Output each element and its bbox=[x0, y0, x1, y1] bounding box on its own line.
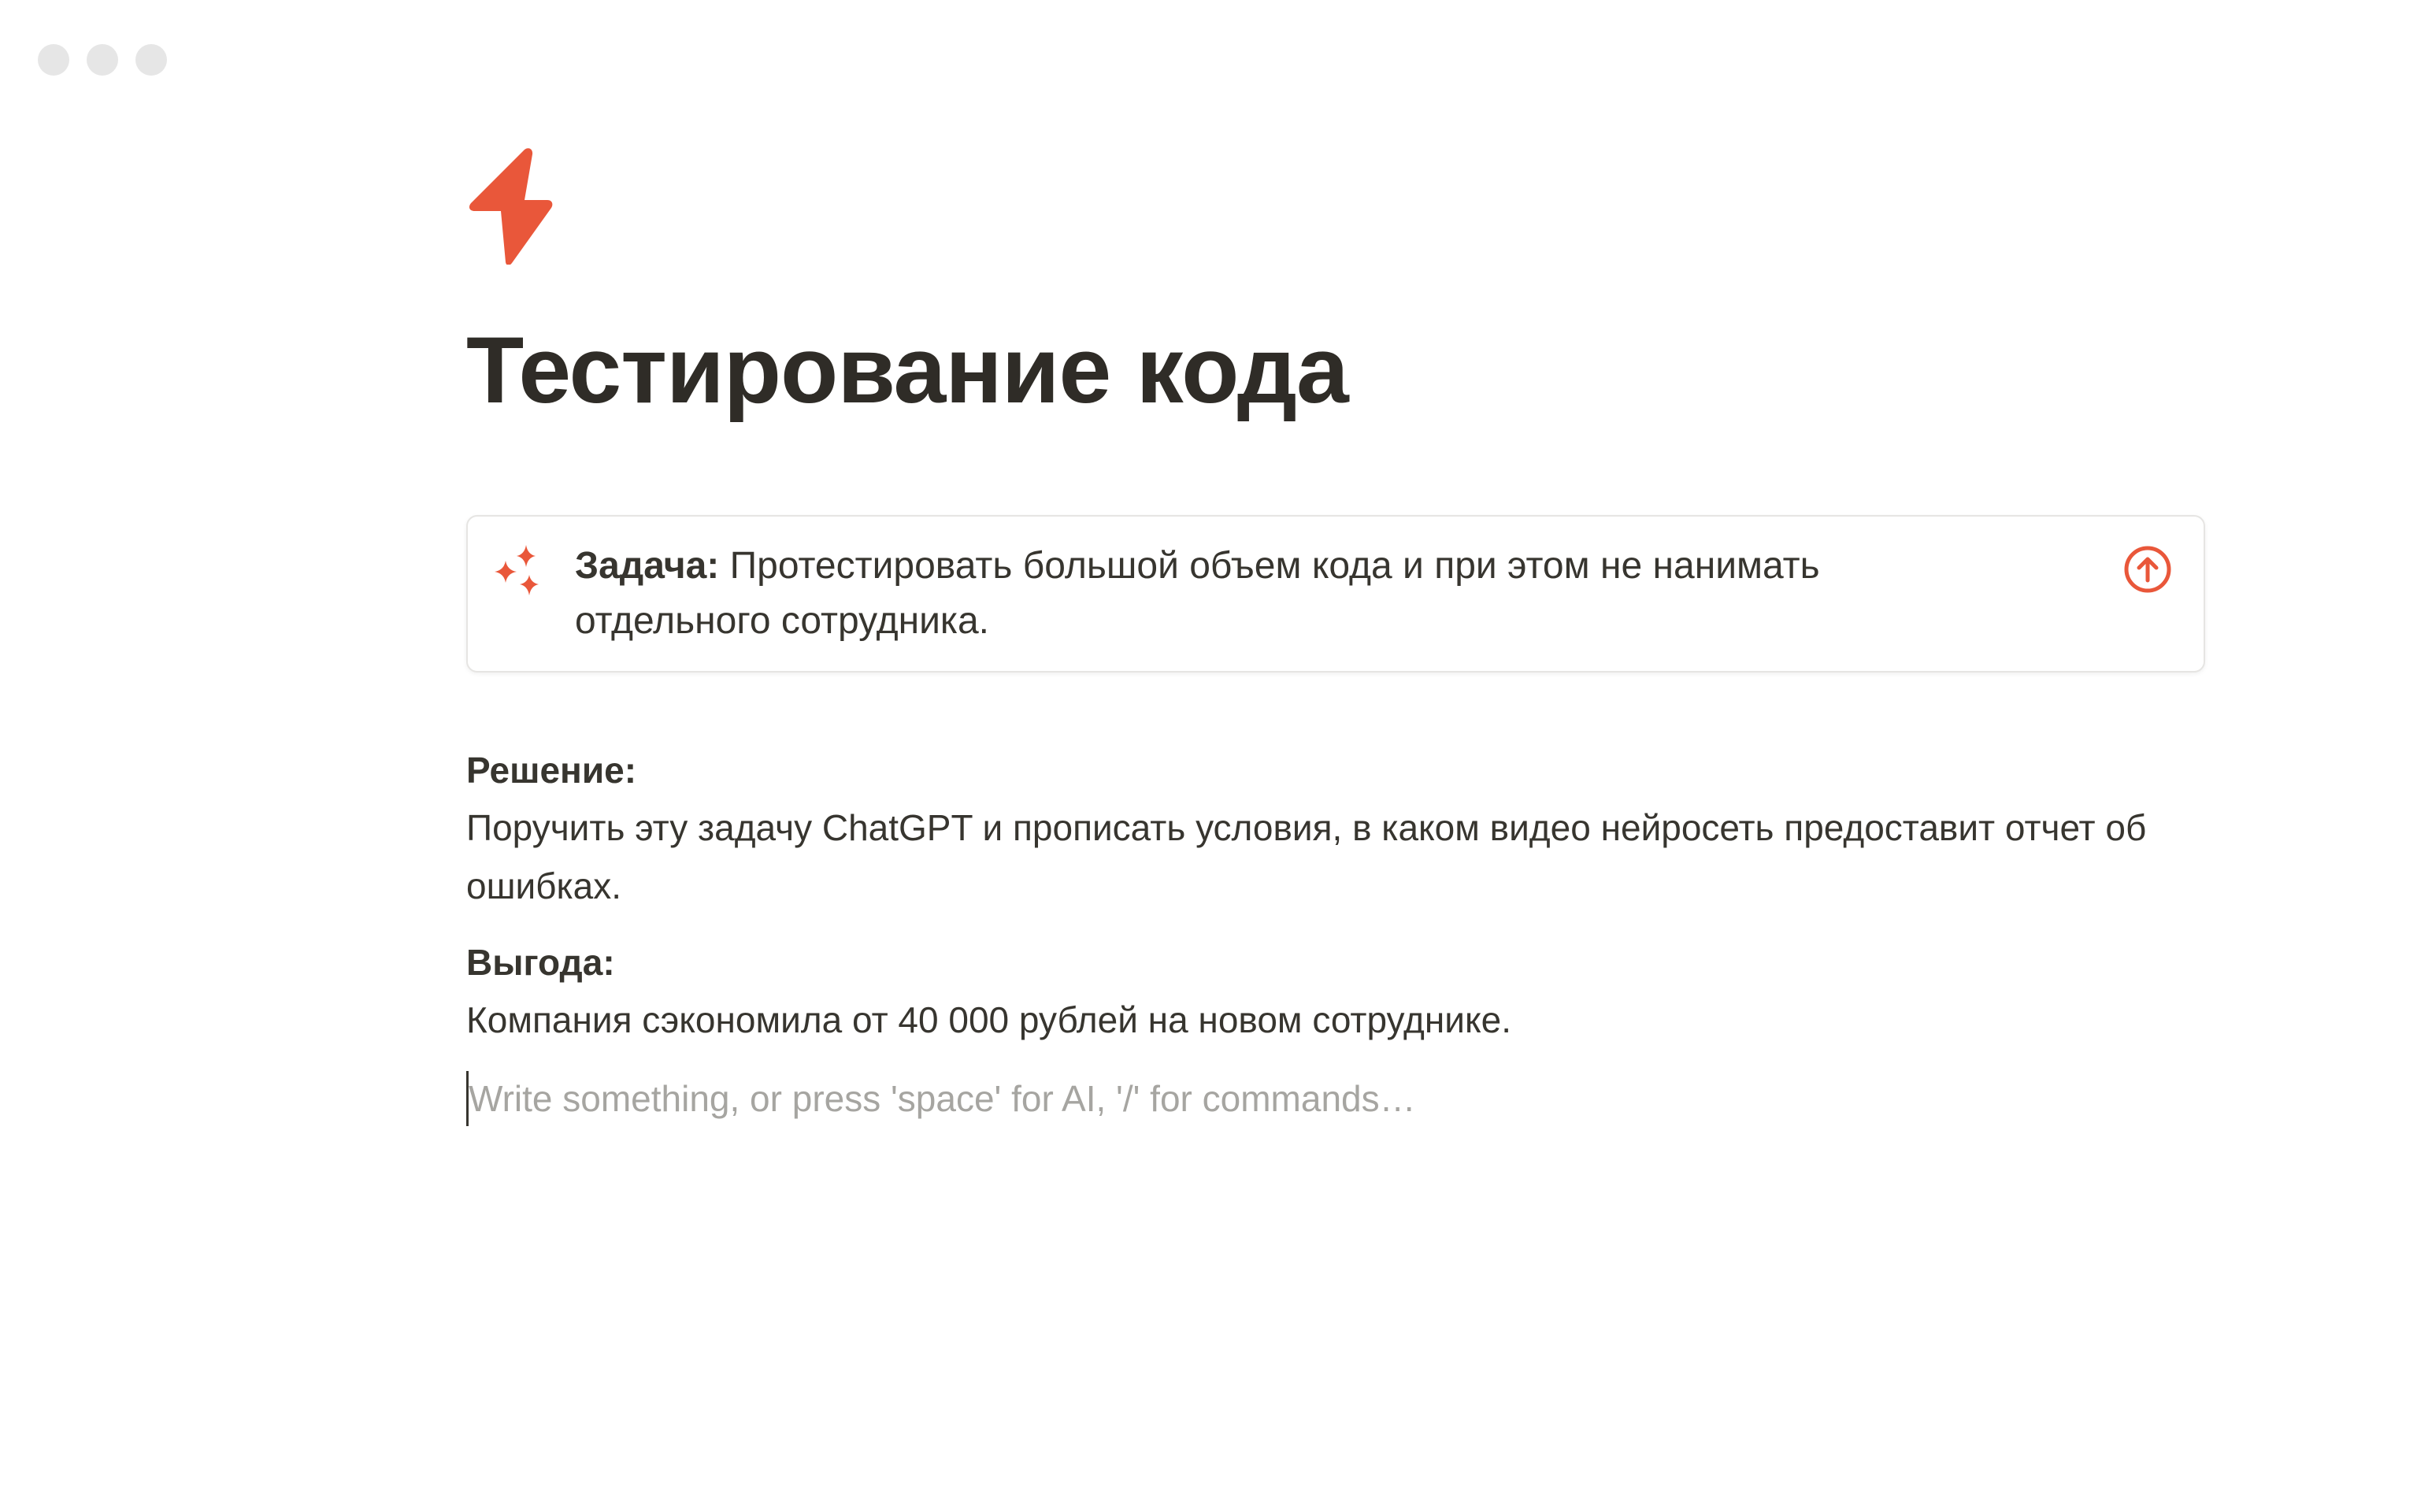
sparkles-icon bbox=[493, 543, 542, 598]
task-callout bbox=[466, 515, 2205, 673]
window-controls bbox=[38, 44, 167, 76]
solution-text[interactable]: Поручить эту задачу ChatGPT и прописать условия, в каком видео нейросеть предоставит отчет об ошибках. bbox=[466, 807, 2147, 906]
page-title[interactable]: Тестирование кода bbox=[466, 317, 1348, 423]
benefit-label: Выгода: bbox=[466, 942, 615, 983]
arrow-up-circle-icon[interactable] bbox=[2123, 545, 2172, 594]
solution-label: Решение: bbox=[466, 750, 637, 791]
callout-label: Задача: bbox=[575, 545, 720, 587]
new-block-input[interactable] bbox=[469, 1071, 2199, 1126]
callout-body: Протестировать большой объем кода и при этом не нанимать отдельного сотрудника. bbox=[575, 545, 1820, 642]
lightning-bolt-icon[interactable] bbox=[466, 148, 554, 265]
window-zoom-button[interactable] bbox=[135, 44, 167, 76]
window-minimize-button[interactable] bbox=[87, 44, 118, 76]
new-block-editor[interactable] bbox=[466, 1071, 2199, 1126]
benefit-text[interactable]: Компания сэкономила от 40 000 рублей на новом сотруднике. bbox=[466, 999, 1511, 1040]
callout-text[interactable] bbox=[575, 539, 1993, 649]
window-close-button[interactable] bbox=[38, 44, 69, 76]
